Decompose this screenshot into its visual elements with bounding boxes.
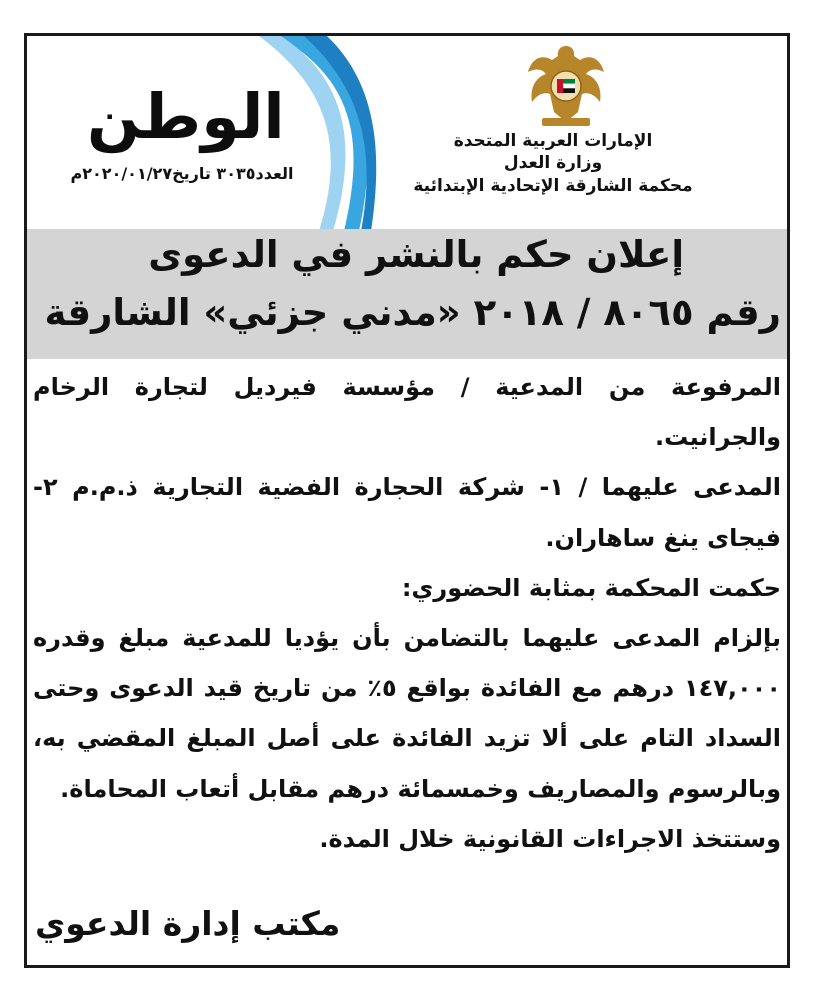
newspaper-logo: الوطن [87,80,285,153]
title-line-2: رقم ٨٠٦٥ / ٢٠١٨ «مدني جزئي» الشارقة [44,291,781,334]
announcement-frame [24,33,790,968]
country-name: الإمارات العربية المتحدة [453,131,653,151]
title-band [27,229,787,359]
title-line-1: إعلان حكم بالنشر في الدعوى [148,233,684,276]
plaintiff-paragraph: المرفوعة من المدعية / مؤسسة فيرديل لتجارة الرخام والجرانيت. [33,373,781,452]
court-name: محكمة الشارقة الإتحادية الإبتدائية [413,175,693,196]
defendants-paragraph: المدعى عليهما / ١- شركة الحجارة الفضية التجارية ذ.م.م ٢- فيجاى ينغ ساهاران. [33,473,781,552]
ruling-intro: حكمت المحكمة بمثابة الحضوري: [401,573,781,602]
procedures-paragraph: وستتخذ الاجراءات القانونية خلال المدة. [319,824,781,853]
uae-emblem-icon [524,42,608,128]
issue-date: العدد٣٠٣٥ تاريخ٢٠٢٠/٠١/٢٧م [70,164,294,183]
announcement-body [33,362,781,864]
ministry-name: وزارة العدل [503,153,603,174]
issuer-block [343,130,763,197]
signature-office: مكتب إدارة الدعوي [35,904,341,943]
ruling-paragraph: بإلزام المدعى عليهما بالتضامن بأن يؤديا للمدعية مبلغ وقدره ١٤٧,٠٠٠ درهم مع الفائدة بواقع ٥٪ من تاريخ قيد الدعوى وحتى السداد التام على ألا تزيد الفائدة على أصل المبلغ المقضي به، وبالرسوم والمصاريف وخمسمائة درهم مقابل أتعاب المحاماة. [33,624,781,803]
